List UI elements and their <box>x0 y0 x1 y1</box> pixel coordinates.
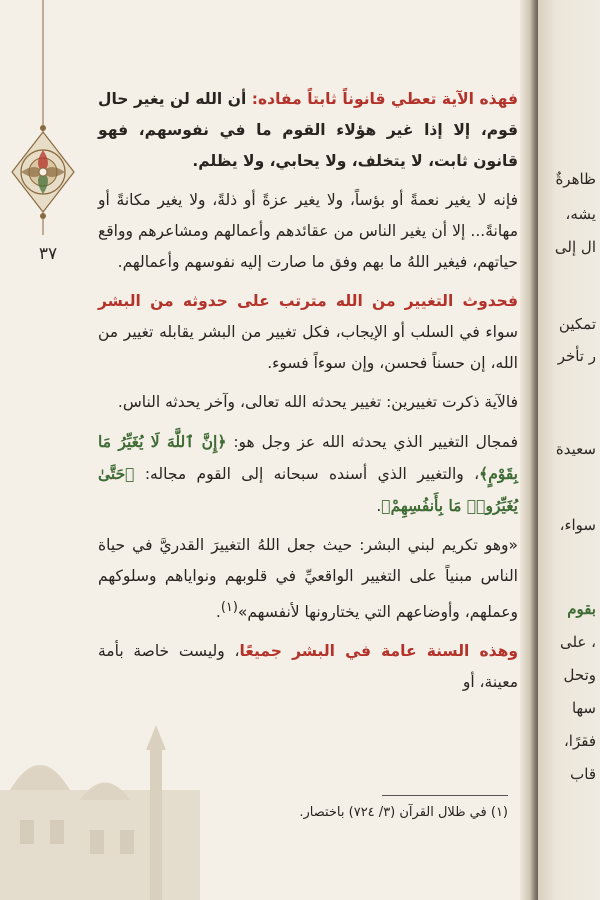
quran-verse: ﴿حَتَّىٰ يُغَيِّرُوا۟ مَا بِأَنفُسِهِمْ﴾ <box>98 464 518 515</box>
body-text-segment: ، والتغيير الذي أسنده سبحانه إلى القوم مجاله: <box>134 465 480 483</box>
book-page-right-partial <box>538 0 600 900</box>
paragraph <box>98 84 518 177</box>
next-page-fragment: سواء، <box>559 516 596 534</box>
body-text <box>98 84 518 706</box>
next-page-fragment: فقرًا، <box>563 732 596 750</box>
next-page-fragment: قاب <box>570 765 596 783</box>
page-number: ٣٧ <box>38 244 58 264</box>
paragraph <box>98 636 518 698</box>
quote-text: «وهو تكريم لبني البشر: حيث جعل اللهُ التغييرَ القدريَّ في حياة الناس مبنياً على التغيير الواقعيِّ في قلوبهم ونواياهم وسلوكهم وعملهم، وأوضاعهم التي يختارونها لأنفسهم» <box>98 536 518 622</box>
footnote: (١) في ظلال القرآن (٣/ ٧٢٤) باختصار. <box>299 805 508 820</box>
paragraph <box>98 426 518 522</box>
body-text-segment: ، وليست خاصة بأمة معينة، أو <box>98 642 518 692</box>
footnote-divider <box>382 795 508 796</box>
body-text-segment: فمجال التغيير الذي يحدثه الله عز وجل هو: <box>226 433 518 451</box>
mosque-illustration-icon <box>0 720 250 900</box>
next-page-fragment: ظاهرةٌ <box>555 170 596 188</box>
next-page-fragment: بقوم <box>567 600 596 618</box>
paragraph <box>98 185 518 278</box>
floral-ornament-icon <box>8 0 78 260</box>
body-text-segment: فالآية ذكرت تغييرين: تغيير يحدثه الله تعالى، وآخر يحدثه الناس. <box>117 393 518 411</box>
body-text-segment: فإنه لا يغير نعمةً أو بؤساً، ولا يغير عزةً أو ذلةً، ولا يغير مكانةً أو مهانةً... إلا أن يغير الناس من عقائدهم وأعمالهم ومشاعرهم وواقع حياتهم، فيغير اللهُ ما بهم وفق ما صارت إليه نفوسهم وأعمالهم. <box>98 191 518 271</box>
book-gutter <box>520 0 538 900</box>
next-page-fragment: تمكين <box>558 315 596 333</box>
next-page-fragment: ر تأخر <box>557 347 596 365</box>
body-text-segment: . <box>215 603 221 622</box>
paragraph <box>98 387 518 418</box>
next-page-fragment: وتحل <box>563 666 596 684</box>
bold-text: أن الله لن يغير حال قوم، إلا إذا غير هؤلاء القوم ما في نفوسهم، فهو قانون ثابت، لا يتخلف، ولا يحابي، ولا يظلم. <box>98 90 518 170</box>
next-page-fragment: يشه، <box>565 205 596 223</box>
next-page-fragment: ال إلى <box>554 238 596 256</box>
next-page-fragment: ، على <box>559 633 596 651</box>
next-page-fragment: سعيدة <box>555 440 596 458</box>
paragraph <box>98 530 518 628</box>
paragraph <box>98 286 518 379</box>
highlight-text: فهذه الآية تعطي قانوناً ثابتاً مفاده: <box>246 90 519 108</box>
body-text-segment: . <box>376 497 382 515</box>
highlight-text: فحدوث التغيير من الله مترتب على حدوثه من البشر <box>98 292 518 310</box>
quran-verse: ﴿إِنَّ ٱللَّهَ لَا يُغَيِّرُ مَا بِقَوْمٍ﴾ <box>98 432 518 483</box>
highlight-text: وهذه السنة عامة في البشر جميعًا <box>239 642 518 661</box>
next-page-fragment: سها <box>571 699 596 717</box>
body-text-segment: سواء في السلب أو الإيجاب، فكل تغيير من البشر يقابله تغيير من الله، إن حسناً فحسن، وإن سوءاً فسوء. <box>98 323 518 372</box>
footnote-ref: (١) <box>220 600 238 615</box>
